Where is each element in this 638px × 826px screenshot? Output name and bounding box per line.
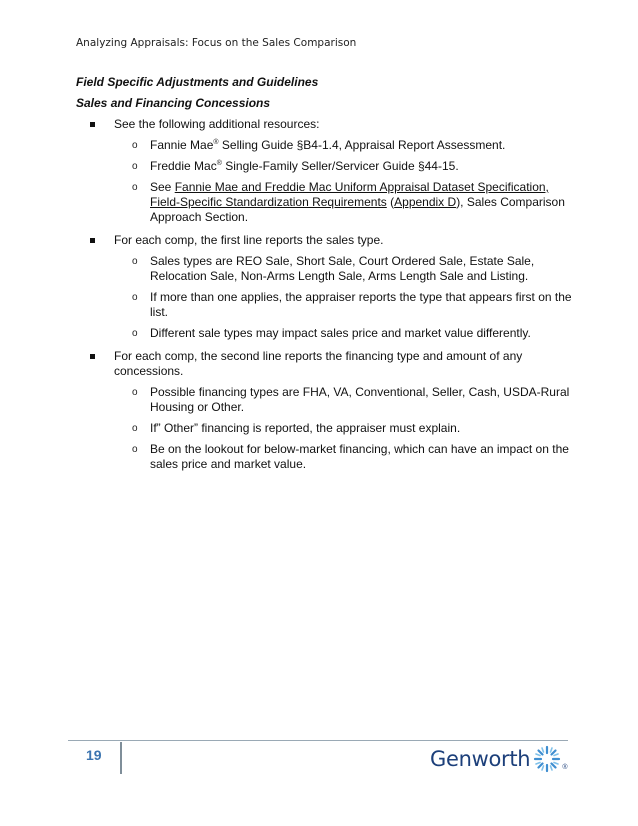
sub-bullet-list [114,385,576,472]
running-header: Analyzing Appraisals: Focus on the Sales Comparison [76,37,357,49]
uad-spec-link[interactable]: Fannie Mae and Freddie Mac Uniform Appraisal Dataset Specification, Field-Specific Standardization Requirements [150,180,549,209]
circle-bullet-icon: o [132,256,138,267]
footer-vertical-divider [120,742,122,774]
section-heading-1: Field Specific Adjustments and Guidelines [76,75,319,89]
sub-list-item: o Different sale types may impact sales price and market value differently. [132,326,531,340]
main-bullet-list [76,117,576,472]
genworth-logo [430,743,567,775]
list-item-sales-type [76,233,576,341]
circle-bullet-icon: o [132,444,138,455]
square-bullet-icon [90,122,95,127]
circle-bullet-icon: o [132,292,138,303]
sub-list-item: o Fannie Mae® Selling Guide §B4-1.4, Appraisal Report Assessment. [132,138,506,152]
circle-bullet-icon: o [132,423,138,434]
sub-list-item: o See Fannie Mae and Freddie Mac Uniform Appraisal Dataset Specification, Field-Specific Standardization Requirements (Appendix D), Sales Comparison Approach Section. [132,180,565,224]
appendix-d-link[interactable]: Appendix D [394,195,457,209]
circle-bullet-icon: o [132,328,138,339]
sub-list-item: o Freddie Mac® Single-Family Seller/Servicer Guide §44-15. [132,159,459,173]
list-item-text: For each comp, the second line reports the financing type and amount of any concessions. [114,349,523,378]
square-bullet-icon [90,354,95,359]
sub-bullet-list [114,138,576,225]
circle-bullet-icon: o [132,387,138,398]
sub-list-item: o Be on the lookout for below-market financing, which can have an impact on the sales price and market value. [132,442,569,471]
sub-list-item: o Sales types are REO Sale, Short Sale, Court Ordered Sale, Estate Sale, Relocation Sale, Non-Arms Length Sale, Arms Length Sale and Listing. [132,254,535,283]
sub-list-item: o If” Other” financing is reported, the appraiser must explain. [132,421,461,435]
registered-mark: ® [216,160,222,167]
square-bullet-icon [90,238,95,243]
starburst-icon [533,745,561,773]
list-item-text: See the following additional resources: [114,117,320,131]
circle-bullet-icon: o [132,182,138,193]
page-number: 19 [86,747,102,763]
list-item-resources [76,117,576,225]
footer-divider [68,740,568,741]
section-heading-2: Sales and Financing Concessions [76,96,271,110]
logo-wordmark: Genworth [430,747,531,771]
circle-bullet-icon: o [132,161,138,172]
sub-list-item: o Possible financing types are FHA, VA, Conventional, Seller, Cash, USDA-Rural Housing or Other. [132,385,570,414]
list-item-text: For each comp, the first line reports the sales type. [114,233,384,247]
registered-mark: ® [213,139,219,146]
sub-list-item: o If more than one applies, the appraiser reports the type that appears first on the list. [132,290,572,319]
circle-bullet-icon: o [132,140,138,151]
logo-registered-mark: ® [562,764,568,771]
sub-bullet-list [114,254,576,341]
content-section [76,75,576,480]
list-item-financing [76,349,576,472]
